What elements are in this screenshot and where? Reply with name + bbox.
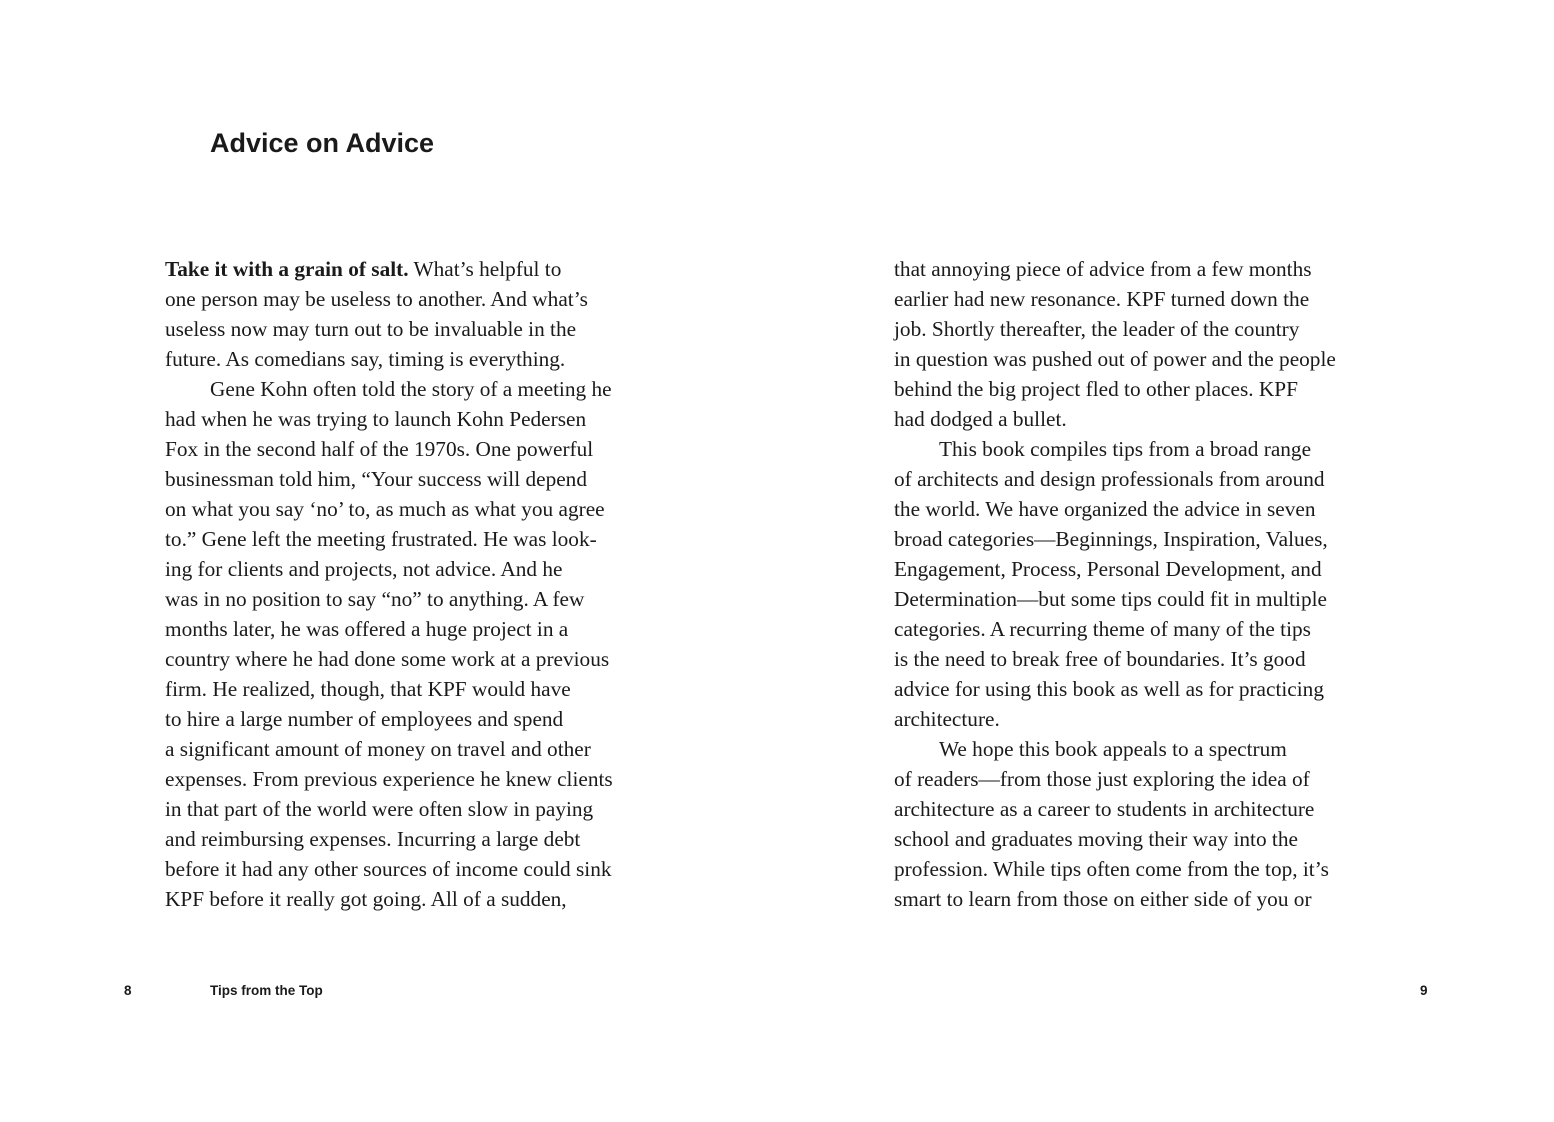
body-line: ing for clients and projects, not advice. And he	[165, 557, 563, 581]
body-line: Fox in the second half of the 1970s. One powerful	[165, 437, 594, 461]
left-page-number: 8	[124, 983, 132, 998]
body-line: in question was pushed out of power and the people	[894, 347, 1336, 371]
body-line: had when he was trying to launch Kohn Pedersen	[165, 407, 587, 431]
body-line: categories. A recurring theme of many of the tips	[894, 617, 1311, 641]
body-line: architecture.	[894, 707, 1000, 731]
left-page-body	[165, 254, 685, 914]
body-line: the world. We have organized the advice in seven	[894, 497, 1316, 521]
body-line: architecture as a career to students in architecture	[894, 797, 1315, 821]
body-line: firm. He realized, though, that KPF would have	[165, 677, 571, 701]
body-line: a significant amount of money on travel and other	[165, 737, 591, 761]
chapter-title: Advice on Advice	[210, 128, 435, 158]
body-line: country where he had done some work at a previous	[165, 647, 610, 671]
body-line: smart to learn from those on either side of you or	[894, 887, 1312, 911]
lead-rest: What’s helpful to	[408, 257, 562, 281]
body-line: job. Shortly thereafter, the leader of the country	[894, 317, 1300, 341]
body-line: one person may be useless to another. And what’s	[165, 287, 588, 311]
right-page-number: 9	[1420, 983, 1428, 998]
body-line: expenses. From previous experience he knew clients	[165, 767, 613, 791]
body-line: Determination—but some tips could fit in multiple	[894, 587, 1327, 611]
body-line: businessman told him, “Your success will depend	[165, 467, 587, 491]
body-line: is the need to break free of boundaries. It’s good	[894, 647, 1306, 671]
body-line: had dodged a bullet.	[894, 407, 1067, 431]
lead-phrase: Take it with a grain of salt.	[165, 257, 409, 281]
body-line: of readers—from those just exploring the idea of	[894, 767, 1310, 791]
body-line: profession. While tips often come from the top, it’s	[894, 857, 1329, 881]
body-line: earlier had new resonance. KPF turned down the	[894, 287, 1310, 311]
body-line: and reimbursing expenses. Incurring a large debt	[165, 827, 581, 851]
body-line: Gene Kohn often told the story of a meeting he	[210, 377, 612, 401]
body-line: broad categories—Beginnings, Inspiration, Values,	[894, 527, 1328, 551]
body-line: school and graduates moving their way into the	[894, 827, 1298, 851]
running-head: Tips from the Top	[210, 983, 323, 998]
body-line: advice for using this book as well as for practicing	[894, 677, 1324, 701]
body-line: We hope this book appeals to a spectrum	[939, 737, 1287, 761]
body-line: that annoying piece of advice from a few months	[894, 257, 1312, 281]
body-line: to hire a large number of employees and spend	[165, 707, 564, 731]
right-page-body	[894, 254, 1414, 914]
body-line	[165, 254, 685, 284]
body-line: to.” Gene left the meeting frustrated. He was look-	[165, 527, 597, 551]
body-line: was in no position to say “no” to anything. A few	[165, 587, 585, 611]
body-line: future. As comedians say, timing is everything.	[165, 347, 566, 371]
body-line: on what you say ‘no’ to, as much as what you agree	[165, 497, 605, 521]
body-line: months later, he was offered a huge project in a	[165, 617, 569, 641]
body-line: before it had any other sources of income could sink	[165, 857, 612, 881]
body-line: of architects and design professionals from around	[894, 467, 1325, 491]
body-line: This book compiles tips from a broad range	[939, 437, 1312, 461]
body-line: behind the big project fled to other places. KPF	[894, 377, 1298, 401]
body-line: Engagement, Process, Personal Development, and	[894, 557, 1322, 581]
body-line: useless now may turn out to be invaluable in the	[165, 317, 577, 341]
body-line: KPF before it really got going. All of a sudden,	[165, 887, 567, 911]
body-line: in that part of the world were often slow in paying	[165, 797, 594, 821]
